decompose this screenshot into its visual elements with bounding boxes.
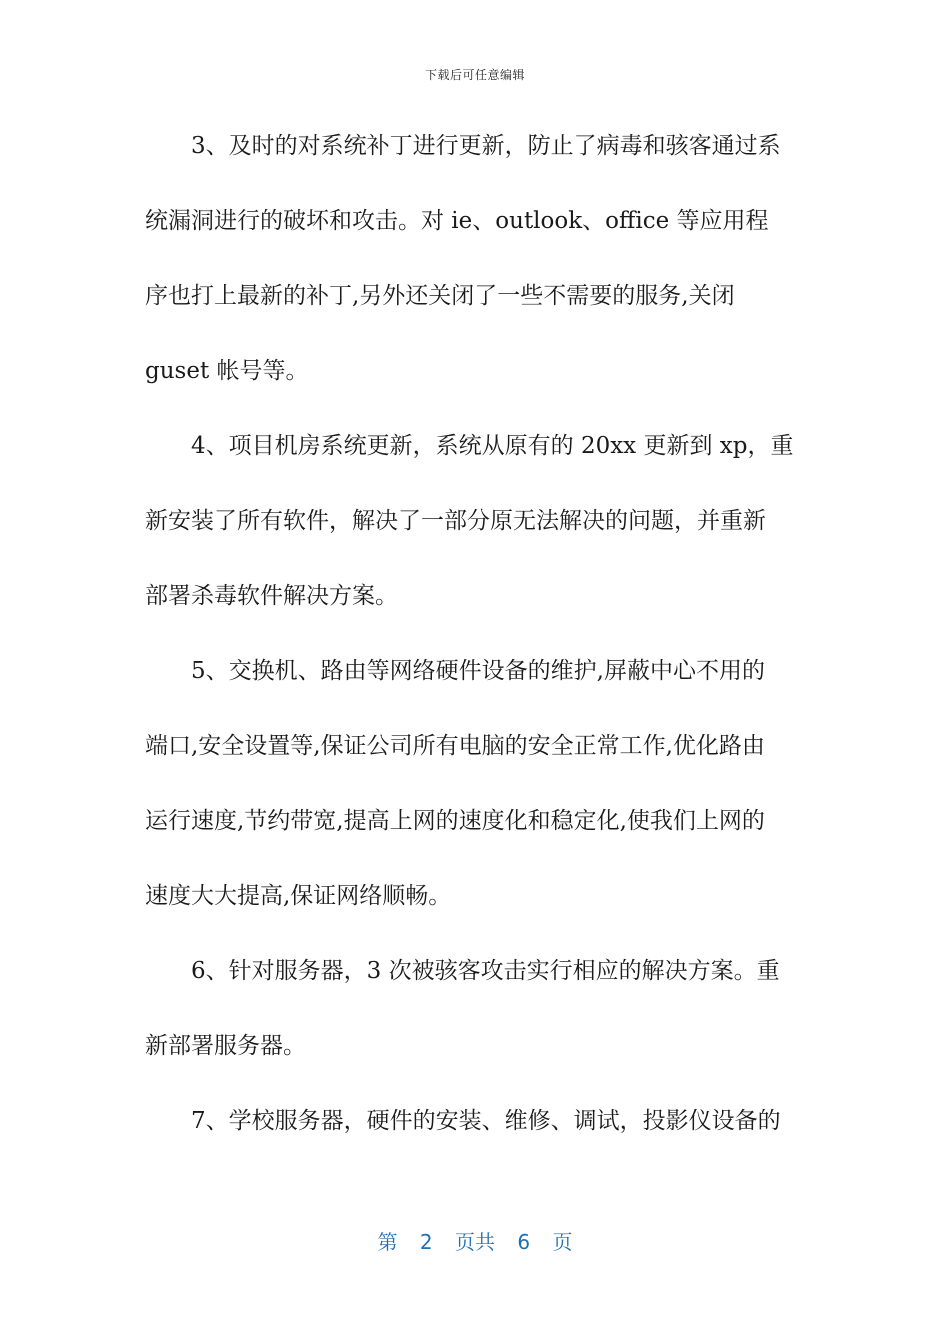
text-line: 4、项目机房系统更新，系统从原有的 20xx 更新到 xp，重 [191,433,794,459]
page-header: 下载后可任意编辑 [424,68,525,82]
text-line: 部署杀毒软件解决方案。 [145,583,398,609]
footer-prefix: 第 [377,1230,398,1254]
text-line: 7、学校服务器，硬件的安装、维修、调试，投影仪设备的 [191,1108,781,1134]
text-line: 速度大大提高,保证网络顺畅。 [145,883,452,909]
text-line: 端口,安全设置等,保证公司所有电脑的安全正常工作,优化路由 [145,733,765,759]
text-line: 5、交换机、路由等网络硬件设备的维护,屏蔽中心不用的 [191,658,765,684]
footer-middle: 页共 [455,1230,495,1254]
text-line: 新安装了所有软件，解决了一部分原无法解决的问题，并重新 [145,508,766,534]
total-pages-number: 6 [517,1230,531,1254]
page-footer [0,1226,950,1255]
text-line: 新部署服务器。 [145,1033,306,1059]
current-page-number: 2 [419,1230,433,1254]
text-line: 序也打上最新的补丁,另外还关闭了一些不需要的服务,关闭 [145,283,735,309]
text-line: 6、针对服务器，3 次被骇客攻击实行相应的解决方案。重 [191,958,780,984]
text-line: 3、及时的对系统补丁进行更新，防止了病毒和骇客通过系 [191,133,781,159]
document-body [145,124,805,1174]
text-line: guset 帐号等。 [145,358,309,384]
text-line: 统漏洞进行的破坏和攻击。对 ie、outlook、office 等应用程 [145,208,769,234]
text-line: 运行速度,节约带宽,提高上网的速度化和稳定化,使我们上网的 [145,808,765,834]
footer-suffix: 页 [552,1230,573,1254]
